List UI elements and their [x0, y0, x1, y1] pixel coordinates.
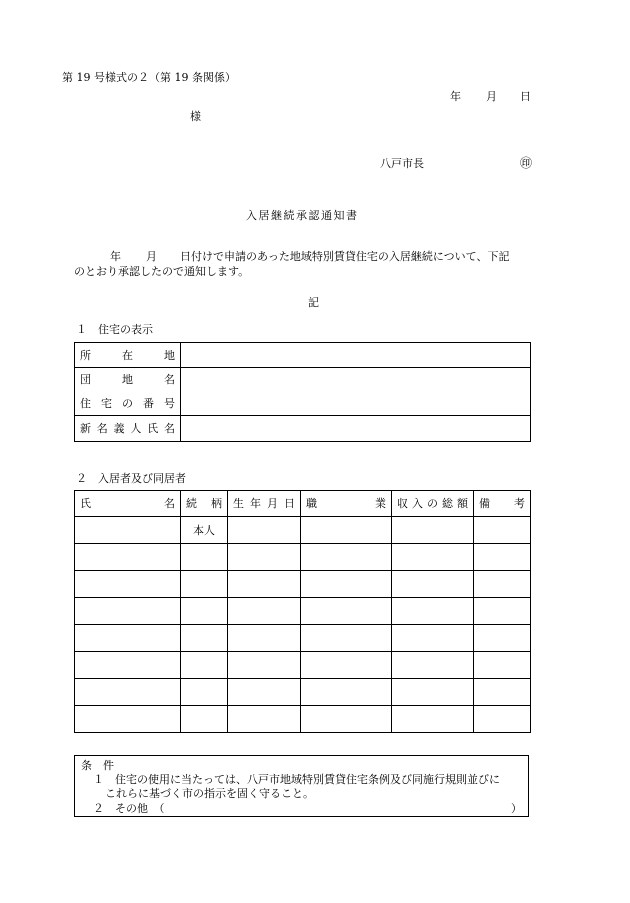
residents-header-row: [75, 491, 531, 517]
value-holder[interactable]: [181, 416, 531, 442]
table-row: [75, 652, 531, 679]
value-complex-number[interactable]: [181, 368, 531, 416]
housing-table: [74, 342, 531, 442]
form-number: 第 19 号様式の２（第 19 条関係）: [62, 71, 236, 84]
table-row: [75, 517, 531, 544]
body-month: 月: [146, 250, 157, 263]
header-name: 氏 名: [75, 491, 181, 517]
condition-1-line-1: １ 住宅の使用に当たっては、八戸市地域特別賃貸住宅条例及び同施行規則並びに: [93, 773, 500, 786]
table-row: [75, 598, 531, 625]
date-month: 月: [486, 90, 497, 103]
conditions-box: [74, 755, 529, 817]
header-relation: 続 柄: [181, 491, 228, 517]
value-location[interactable]: [181, 343, 531, 368]
label-complex-number: 団 地 名 住 宅 の 番 号: [75, 368, 181, 416]
body-line-2: のとおり承認したので通知します。: [74, 265, 250, 278]
date-year: 年: [450, 90, 461, 103]
header-job: 職 業: [301, 491, 392, 517]
table-row: [75, 679, 531, 706]
body-year: 年: [110, 250, 121, 263]
relation-self: 本人: [181, 517, 228, 544]
date-day: 日: [520, 90, 531, 103]
conditions-heading: 条 件: [81, 759, 114, 772]
header-income: 収 入 の 総 額: [392, 491, 474, 517]
header-note: 備 考: [474, 491, 531, 517]
label-location: 所 在 地: [75, 343, 181, 368]
section2-heading: ２ 入居者及び同居者: [76, 472, 186, 485]
sender-title: 八戸市長: [380, 157, 424, 170]
table-row: [75, 544, 531, 571]
table-row: [75, 625, 531, 652]
document-title: 入居継続承認通知書: [246, 209, 359, 222]
condition-2: ２ その他 （: [93, 802, 165, 815]
addressee-suffix: 様: [190, 110, 201, 123]
header-birth: 生 年 月 日: [228, 491, 301, 517]
body-rest: 日付けで申請のあった地域特別賃貸住宅の入居継続について、下記: [180, 250, 510, 263]
seal-mark: ㊞: [520, 156, 533, 170]
section1-heading: １ 住宅の表示: [76, 323, 153, 336]
table-row: [75, 571, 531, 598]
table-row: [75, 706, 531, 733]
label-holder: 新 名 義 人 氏 名: [75, 416, 181, 442]
residents-table: [74, 490, 531, 733]
ki-mark: 記: [308, 296, 319, 309]
condition-1-line-2: これらに基づく市の指示を固く守ること。: [105, 787, 314, 800]
condition-2-close: ）: [511, 802, 522, 815]
